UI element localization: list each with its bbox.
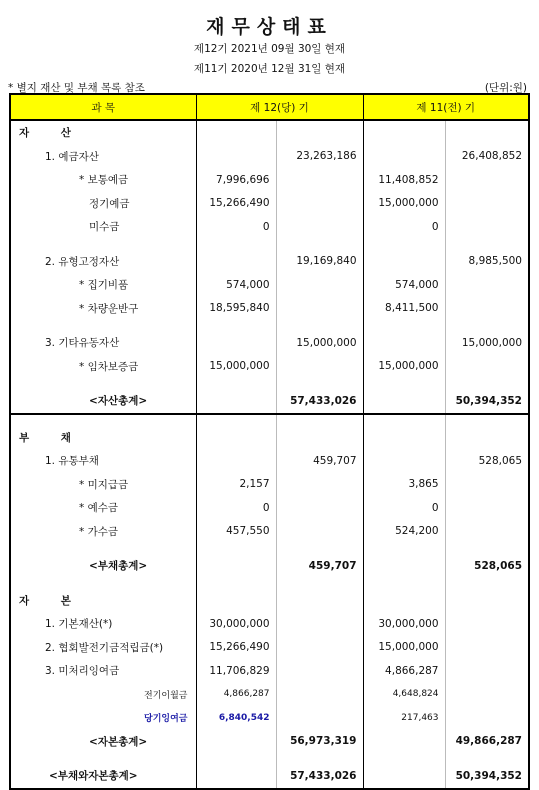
liabilities-total-row [10, 554, 529, 578]
prior-value: 3,865 [363, 473, 445, 497]
assets-heading: 자 산 [19, 127, 85, 140]
row-label: * 예수금 [79, 502, 119, 515]
prior-total: 15,000,000 [445, 331, 529, 355]
table-row [10, 331, 529, 355]
unit-label: (단위:원) [484, 82, 527, 94]
period-prior: 제11기 2020년 12월 31일 현재 [193, 63, 346, 75]
row-label: * 보통예금 [79, 174, 129, 187]
table-row [10, 250, 529, 274]
row-label: 정기예금 [89, 197, 130, 210]
prior-value: 4,866,287 [363, 659, 445, 683]
liabilities-heading: 부 채 [19, 431, 85, 444]
prior-value: 15,000,000 [363, 192, 445, 216]
prior-value: 11,408,852 [363, 168, 445, 192]
col-current: 제 12(당) 기 [196, 94, 363, 120]
table-row [10, 215, 529, 239]
table-row [10, 168, 529, 192]
table-row [10, 145, 529, 169]
current-total: 15,000,000 [276, 331, 363, 355]
current-value: 11,706,829 [196, 659, 276, 683]
table-row [10, 426, 529, 450]
current-total: 459,707 [276, 449, 363, 473]
table-row [10, 192, 529, 216]
current-total: 23,263,186 [276, 145, 363, 169]
current-total: 57,433,026 [276, 764, 363, 789]
row-label: * 차량운반구 [79, 302, 139, 315]
prior-total: 528,065 [445, 449, 529, 473]
current-value: 574,000 [196, 273, 276, 297]
prior-total: 26,408,852 [445, 145, 529, 169]
row-label: 1. 기본재산(*) [45, 618, 113, 631]
equity-total-row [10, 730, 529, 754]
row-label: * 임차보증금 [79, 360, 139, 373]
table-row [10, 355, 529, 379]
col-account: 과 목 [10, 94, 196, 120]
table-row [10, 706, 529, 730]
prior-total: 50,394,352 [445, 389, 529, 414]
current-value: 15,000,000 [196, 355, 276, 379]
table-row [10, 589, 529, 613]
assets-total-row [10, 389, 529, 414]
current-value: 7,996,696 [196, 168, 276, 192]
table-row [10, 659, 529, 683]
current-total: 57,433,026 [276, 389, 363, 414]
row-label: * 미지급금 [79, 478, 129, 491]
row-label: 1. 예금자산 [45, 150, 99, 163]
prior-value: 524,200 [363, 520, 445, 544]
prior-value: 15,000,000 [363, 355, 445, 379]
prior-value: 217,463 [363, 706, 445, 730]
current-value: 0 [196, 496, 276, 520]
row-label: <자산총계> [89, 395, 148, 408]
row-label: <부채와자본총계> [49, 770, 138, 783]
prior-total: 49,866,287 [445, 730, 529, 754]
period-current: 제12기 2021년 09월 30일 현재 [193, 43, 346, 55]
current-value: 30,000,000 [196, 612, 276, 636]
current-total: 19,169,840 [276, 250, 363, 274]
col-prior: 제 11(전) 기 [363, 94, 529, 120]
prior-total: 528,065 [445, 554, 529, 578]
table-header-row [10, 94, 529, 120]
reference-note: * 별지 재산 및 부채 목록 참조 [8, 82, 145, 94]
table-row [10, 473, 529, 497]
prior-value: 574,000 [363, 273, 445, 297]
row-label: 1. 유통부채 [45, 455, 99, 468]
row-label: 전기이월금 [144, 690, 188, 701]
row-label: 당기잉여금 [144, 714, 188, 725]
prior-value: 30,000,000 [363, 612, 445, 636]
prior-value: 15,000,000 [363, 636, 445, 660]
row-label: * 가수금 [79, 525, 119, 538]
table-row [10, 520, 529, 544]
row-label: <자본총계> [89, 735, 148, 748]
equity-heading: 자 본 [19, 594, 85, 607]
current-value: 4,866,287 [196, 683, 276, 707]
table-row [10, 120, 529, 145]
row-label: 미수금 [89, 221, 120, 234]
prior-total: 50,394,352 [445, 764, 529, 789]
row-label: 2. 유형고정자산 [45, 255, 120, 268]
prior-value: 8,411,500 [363, 297, 445, 321]
table-row [10, 636, 529, 660]
prior-value: 0 [363, 496, 445, 520]
row-label: * 집기비품 [79, 279, 129, 292]
balance-sheet-table [9, 93, 530, 790]
table-row [10, 683, 529, 707]
row-label: <부채총계> [89, 560, 148, 573]
prior-total: 8,985,500 [445, 250, 529, 274]
current-value: 2,157 [196, 473, 276, 497]
current-value: 15,266,490 [196, 636, 276, 660]
table-row [10, 449, 529, 473]
table-row [10, 612, 529, 636]
table-row [10, 273, 529, 297]
current-value: 0 [196, 215, 276, 239]
grand-total-row [10, 764, 529, 789]
current-value: 18,595,840 [196, 297, 276, 321]
current-value: 6,840,542 [196, 706, 276, 730]
document-title: 재무상태표 [206, 16, 333, 38]
prior-value: 4,648,824 [363, 683, 445, 707]
row-label: 3. 미처리잉여금 [45, 665, 120, 678]
current-total: 459,707 [276, 554, 363, 578]
table-row [10, 496, 529, 520]
current-value: 15,266,490 [196, 192, 276, 216]
prior-value: 0 [363, 215, 445, 239]
current-total: 56,973,319 [276, 730, 363, 754]
row-label: 2. 협회발전기금적립금(*) [45, 641, 164, 654]
current-value: 457,550 [196, 520, 276, 544]
table-row [10, 297, 529, 321]
row-label: 3. 기타유동자산 [45, 337, 120, 350]
